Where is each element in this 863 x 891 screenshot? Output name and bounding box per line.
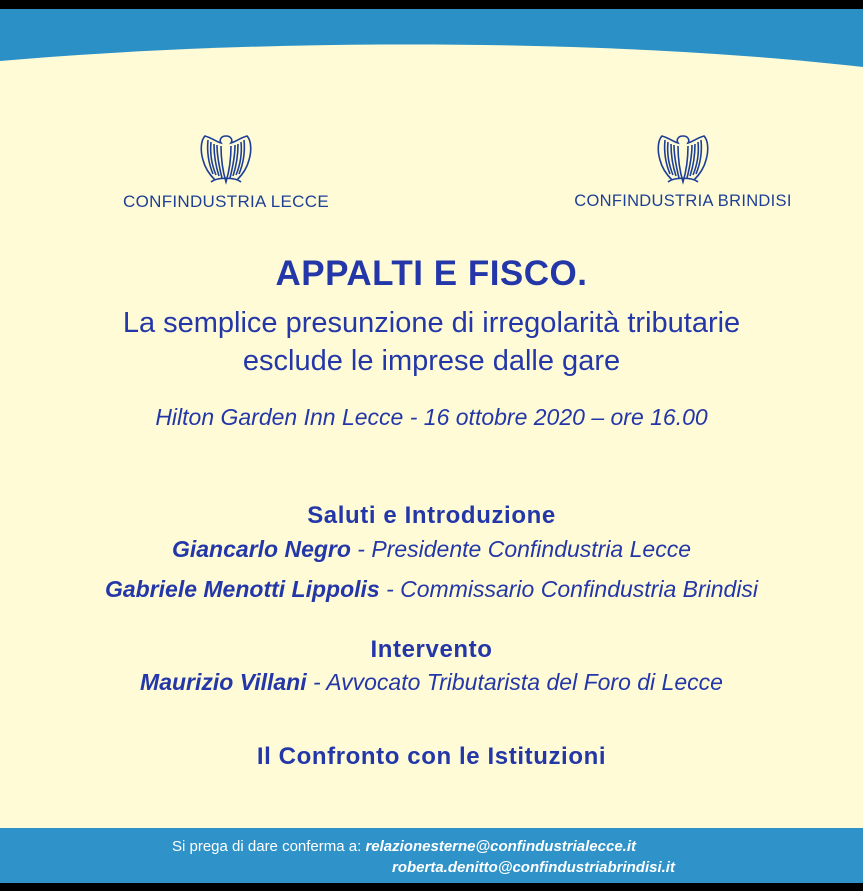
bottom-black-border xyxy=(0,883,863,891)
speaker-line xyxy=(0,576,863,603)
logo-name-lecce: CONFINDUSTRIA LECCE xyxy=(123,192,329,211)
footer-row-2 xyxy=(392,857,675,878)
email-link-brindisi[interactable]: roberta.denitto@confindustriabrindisi.it xyxy=(392,859,675,876)
rsvp-prompt: Si prega di dare conferma a: xyxy=(172,838,366,855)
top-black-border xyxy=(0,0,863,9)
speaker-name: Gabriele Menotti Lippolis xyxy=(104,576,380,602)
speaker-role: - Avvocato Tributarista del Foro di Lecce xyxy=(306,669,723,695)
footer-row-1 xyxy=(172,836,636,857)
section-heading-intervention: Intervento xyxy=(370,636,493,663)
speaker-name: Giancarlo Negro xyxy=(171,536,351,562)
speaker-line xyxy=(0,536,863,563)
speaker-role: - Commissario Confindustria Brindisi xyxy=(379,576,759,602)
event-subtitle xyxy=(0,304,863,380)
eagle-icon xyxy=(654,130,712,186)
speaker-name: Maurizio Villani xyxy=(140,669,307,695)
logo-confindustria-brindisi xyxy=(566,130,800,211)
section-heading-institutions: Il Confronto con le Istituzioni xyxy=(256,743,607,770)
logo-name-brindisi: CONFINDUSTRIA BRINDISI xyxy=(574,192,792,210)
eagle-icon xyxy=(197,130,255,186)
subtitle-line-1: La semplice presunzione di irregolarità tributarie xyxy=(122,307,741,339)
subtitle-line-2: esclude le imprese dalle gare xyxy=(242,345,621,377)
event-title: APPALTI E FISCO. xyxy=(275,254,588,293)
speaker-line xyxy=(0,669,863,696)
speaker-role: - Presidente Confindustria Lecce xyxy=(350,536,691,562)
email-link-lecce[interactable]: relazionesterne@confindustrialecce.it xyxy=(365,838,636,855)
event-venue-date: Hilton Garden Inn Lecce - 16 ottobre 2020 – ore 16.00 xyxy=(155,404,708,430)
section-heading-greetings: Saluti e Introduzione xyxy=(307,502,556,529)
logo-confindustria-lecce xyxy=(104,130,348,212)
